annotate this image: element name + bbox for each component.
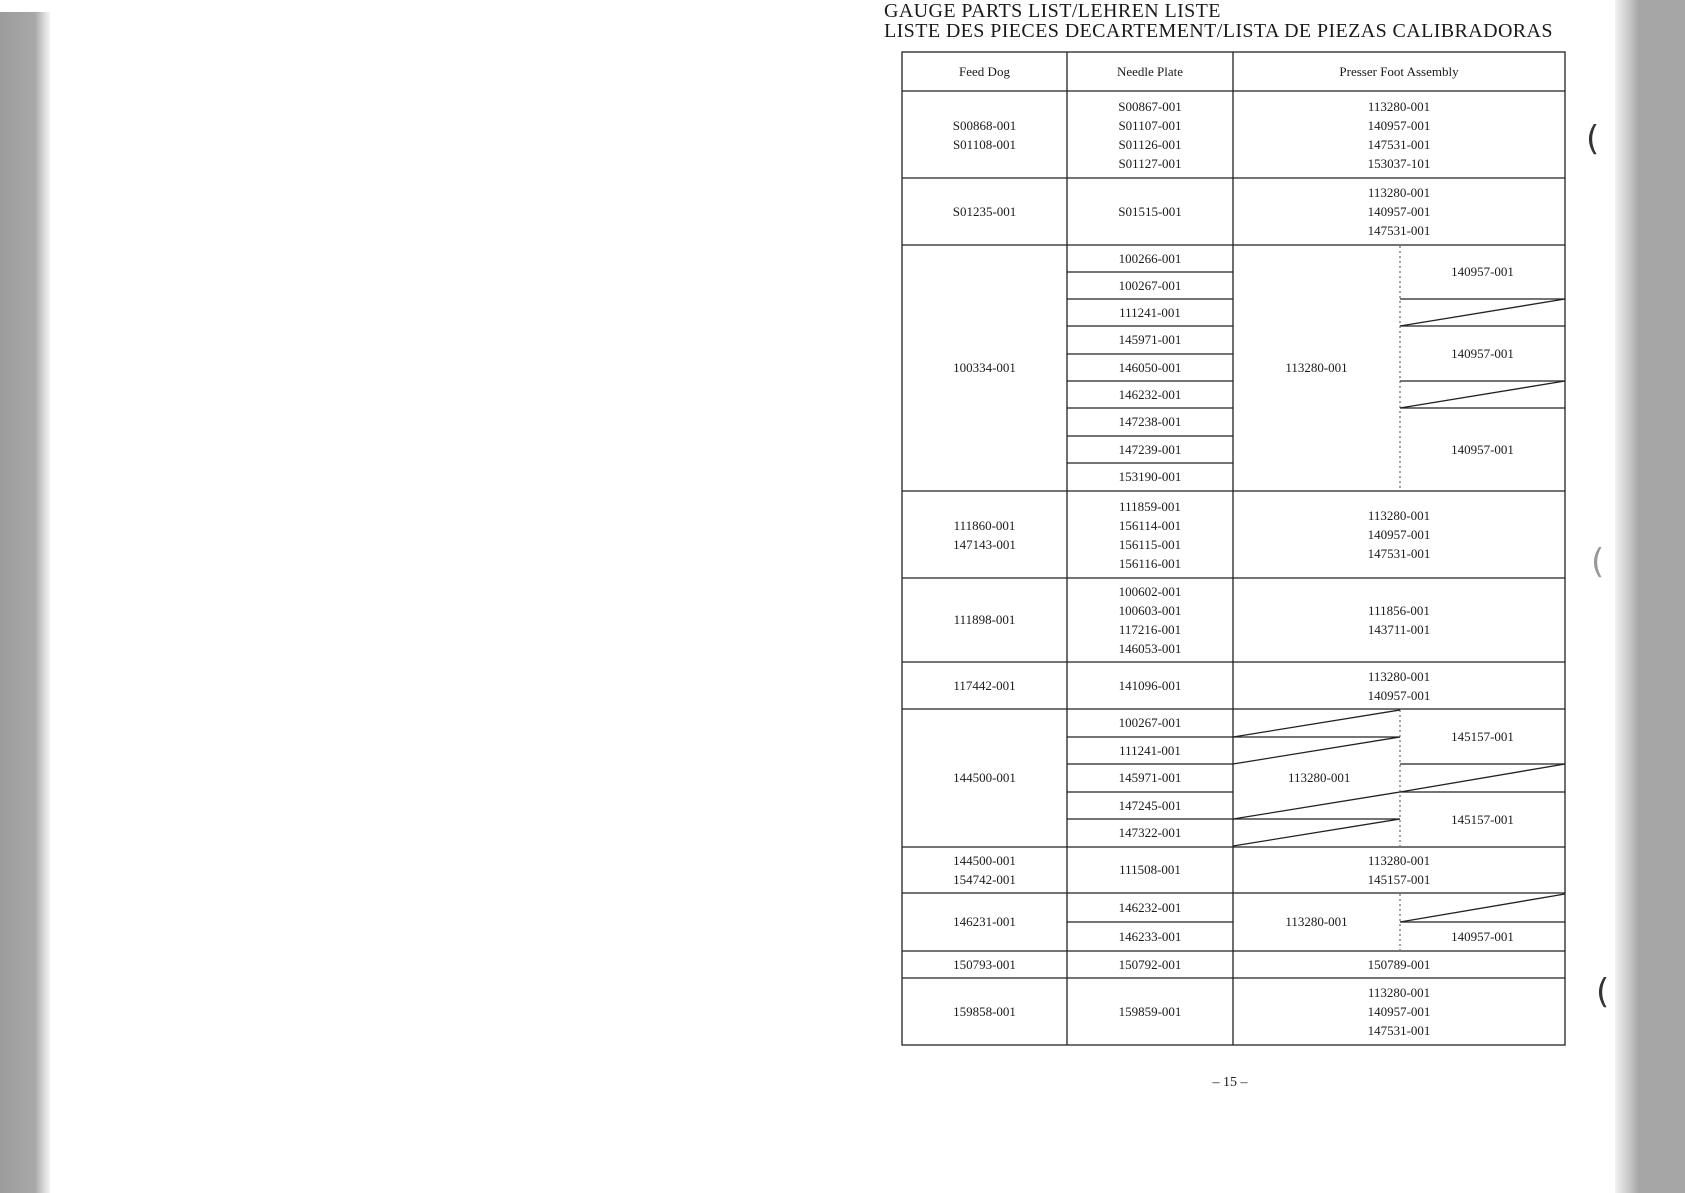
part-number: S00867-001 (1118, 98, 1182, 114)
part-number: S01235-001 (952, 203, 1017, 219)
presser-foot-sub-cell (1400, 245, 1565, 299)
page-number: – 15 – (1212, 1075, 1248, 1090)
part-number: 153037-101 (1367, 155, 1431, 171)
part-number: 147531-001 (1367, 136, 1431, 152)
part-number: 147238-001 (1118, 414, 1182, 429)
needle-plate-cell (1067, 463, 1233, 491)
needle-plate-cell (1067, 893, 1233, 922)
part-number: 153190-001 (1118, 469, 1182, 484)
presser-foot-cell (1233, 491, 1565, 578)
presser-foot-main-cell (1233, 245, 1400, 491)
part-number: 146053-001 (1118, 641, 1182, 656)
part-number: S01127-001 (1118, 155, 1182, 171)
part-number: S01515-001 (1118, 203, 1182, 219)
presser-foot-cell (1233, 178, 1565, 245)
part-number: 141096-001 (1118, 677, 1182, 693)
part-number: 147245-001 (1118, 797, 1182, 813)
feed-dog-cell (902, 662, 1067, 709)
needle-plate-cell (1067, 792, 1233, 819)
part-number: 113280-001 (1285, 360, 1348, 375)
feed-dog-cell (902, 709, 1067, 847)
part-number: 147239-001 (1118, 441, 1182, 457)
part-number: 146050-001 (1118, 359, 1182, 375)
part-number: 140957-001 (1367, 204, 1431, 219)
header-needle-plate: Needle Plate (1116, 63, 1184, 79)
part-number: 140957-001 (1367, 117, 1431, 133)
part-number: 140957-001 (1451, 441, 1514, 457)
feed-dog-cell (902, 178, 1067, 245)
needle-plate-cell (1067, 245, 1233, 272)
needle-plate-cell (1067, 847, 1233, 893)
part-number: 144500-001 (953, 853, 1016, 868)
needle-plate-cell (1067, 578, 1233, 662)
part-number: 100602-001 (1118, 584, 1182, 599)
title-line-2: LISTE DES PIECES DECARTEMENT/LISTA DE PIEZAS CALIBRADORAS (884, 20, 1553, 42)
needle-plate-cell (1067, 436, 1233, 463)
part-number: 140957-001 (1451, 264, 1514, 279)
part-number: 111508-001 (1119, 862, 1181, 877)
needle-plate-cell (1067, 764, 1233, 792)
part-number: 113280-001 (1288, 770, 1351, 785)
title-line-1: GAUGE PARTS LIST/LEHREN LISTE (884, 0, 1221, 22)
part-number: 150789-001 (1367, 956, 1431, 972)
part-number: S01107-001 (1118, 117, 1182, 133)
part-number: 146232-001 (1118, 386, 1182, 402)
feed-dog-cell (902, 978, 1067, 1045)
presser-foot-cell (1233, 978, 1565, 1045)
part-number: 113280-001 (1367, 508, 1431, 523)
part-number: 145157-001 (1367, 872, 1431, 887)
part-number: 111241-001 (1119, 742, 1181, 758)
punch-hole-mark: ( (1586, 119, 1600, 159)
part-number: 113280-001 (1367, 985, 1431, 1000)
needle-plate-cell (1067, 408, 1233, 436)
punch-hole-mark: ( (1596, 972, 1610, 1012)
needle-plate-cell (1067, 922, 1233, 951)
part-number: 159859-001 (1118, 1003, 1182, 1019)
part-number: 147531-001 (1367, 223, 1431, 238)
part-number: S01108-001 (952, 136, 1017, 152)
feed-dog-cell (902, 245, 1067, 491)
part-number: 156114-001 (1118, 517, 1182, 533)
part-number: 146231-001 (953, 914, 1016, 929)
part-number: 146233-001 (1118, 928, 1182, 944)
part-number: 143711-001 (1367, 622, 1431, 637)
presser-foot-main-cell (1233, 893, 1400, 951)
part-number: 150792-001 (1118, 956, 1182, 972)
feed-dog-cell (902, 91, 1067, 178)
part-number: 100267-001 (1118, 715, 1182, 730)
needle-plate-cell (1067, 662, 1233, 709)
presser-foot-cell (1233, 91, 1565, 178)
part-number: 150793-001 (953, 956, 1016, 972)
needle-plate-cell (1067, 951, 1233, 978)
needle-plate-cell (1067, 819, 1233, 847)
presser-foot-sub-cell (1400, 792, 1565, 847)
part-number: 117216-001 (1118, 622, 1182, 637)
presser-foot-cell (1233, 662, 1565, 709)
part-number: 145157-001 (1451, 811, 1514, 827)
part-number: 147531-001 (1367, 1023, 1431, 1038)
needle-plate-cell (1067, 978, 1233, 1045)
part-number: 145971-001 (1118, 332, 1182, 347)
header-feed-dog: Feed Dog (959, 63, 1010, 79)
needle-plate-cell (1067, 491, 1233, 578)
needle-plate-cell (1067, 91, 1233, 178)
part-number: 100266-001 (1118, 250, 1182, 266)
part-number: 117442-001 (953, 677, 1016, 693)
part-number: 100267-001 (1118, 277, 1182, 293)
part-number: 144500-001 (953, 770, 1016, 785)
part-number: 111856-001 (1368, 603, 1430, 618)
part-number: 100603-001 (1118, 603, 1182, 618)
part-number: 159858-001 (953, 1003, 1016, 1019)
part-number: 113280-001 (1285, 914, 1348, 929)
part-number: S01126-001 (1118, 136, 1182, 152)
needle-plate-cell (1067, 299, 1233, 326)
part-number: 140957-001 (1367, 687, 1431, 703)
feed-dog-cell (902, 893, 1067, 951)
part-number: 113280-001 (1367, 853, 1431, 868)
needle-plate-cell (1067, 272, 1233, 299)
part-number: 111898-001 (953, 612, 1016, 627)
part-number: 111859-001 (1119, 498, 1181, 514)
part-number: 113280-001 (1367, 668, 1431, 684)
presser-foot-sub-cell (1400, 709, 1565, 764)
presser-foot-sub-cell (1400, 922, 1565, 951)
part-number: 140957-001 (1367, 527, 1431, 542)
needle-plate-cell (1067, 737, 1233, 764)
presser-foot-sub-cell (1400, 408, 1565, 491)
presser-foot-cell (1233, 578, 1565, 662)
part-number: 156116-001 (1118, 555, 1182, 571)
feed-dog-cell (902, 578, 1067, 662)
part-number: 113280-001 (1367, 98, 1431, 114)
needle-plate-cell (1067, 178, 1233, 245)
punch-hole-mark: ( (1591, 542, 1605, 582)
part-number: 146232-001 (1118, 899, 1182, 915)
part-number: S00868-001 (952, 117, 1017, 133)
feed-dog-cell (902, 491, 1067, 578)
part-number: 111241-001 (1119, 304, 1181, 320)
part-number: 147322-001 (1118, 825, 1182, 840)
needle-plate-cell (1067, 326, 1233, 354)
part-number: 145971-001 (1118, 770, 1182, 785)
part-number: 140957-001 (1451, 345, 1514, 361)
presser-foot-cell (1233, 847, 1565, 893)
part-number: 145157-001 (1451, 728, 1514, 744)
presser-foot-cell (1233, 951, 1565, 978)
feed-dog-cell (902, 847, 1067, 893)
part-number: 113280-001 (1367, 185, 1431, 200)
part-number: 111860-001 (953, 517, 1016, 533)
part-number: 147143-001 (953, 536, 1016, 552)
header-presser-foot-assembly: Presser Foot Assembly (1339, 63, 1459, 79)
feed-dog-cell (902, 951, 1067, 978)
part-number: 140957-001 (1451, 928, 1514, 944)
presser-foot-main-cell (1233, 764, 1400, 792)
part-number: 140957-001 (1367, 1004, 1431, 1019)
needle-plate-cell (1067, 381, 1233, 408)
part-number: 100334-001 (953, 360, 1016, 375)
part-number: 156115-001 (1118, 536, 1182, 552)
part-number: 147531-001 (1367, 546, 1431, 561)
needle-plate-cell (1067, 709, 1233, 737)
presser-foot-sub-cell (1400, 326, 1565, 381)
needle-plate-cell (1067, 354, 1233, 381)
part-number: 154742-001 (953, 872, 1016, 887)
